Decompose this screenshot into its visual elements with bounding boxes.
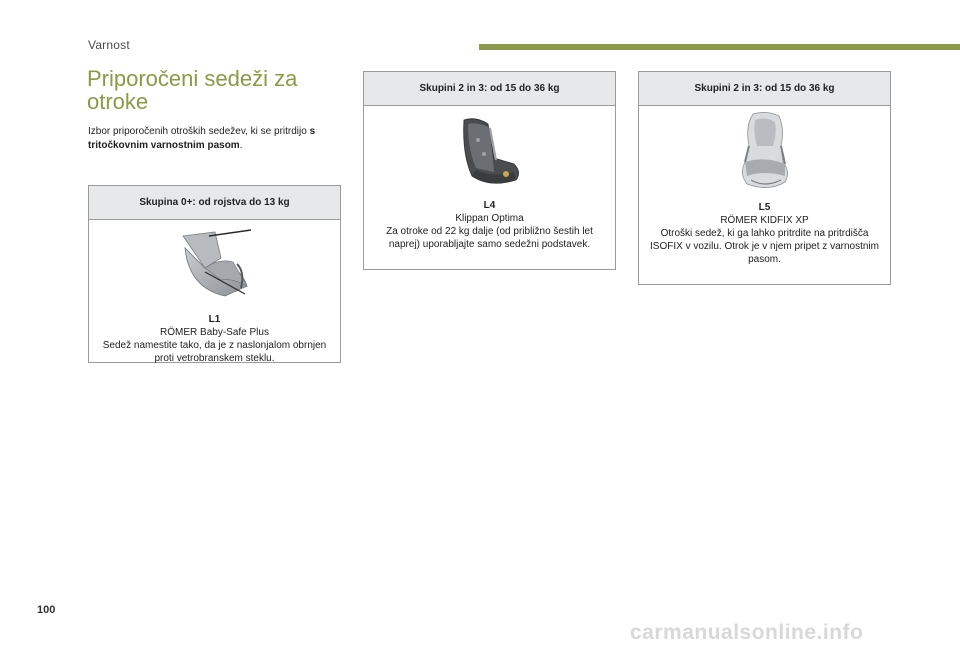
watermark: carmanualsonline.info: [630, 621, 864, 644]
intro-text: Izbor priporočenih otroških sedežev, ki se pritrdijo: [88, 126, 310, 137]
seat-description: Za otroke od 22 kg dalje (od približno šestih let naprej) uporabljajte samo sedežni podstavek.: [386, 226, 593, 250]
card-heading: Skupini 2 in 3: od 15 do 36 kg: [364, 72, 615, 106]
seat-code: L4: [483, 200, 496, 211]
seat-code: L1: [208, 314, 221, 325]
card-heading: Skupini 2 in 3: od 15 do 36 kg: [639, 72, 890, 106]
seat-code: L5: [758, 202, 771, 213]
child-seat-card-l4: [363, 71, 616, 270]
section-label: Varnost: [88, 38, 130, 52]
page-title: Priporočeni sedeži za otroke: [87, 66, 298, 114]
card-heading: Skupina 0+: od rojstva do 13 kg: [89, 186, 340, 220]
child-booster-seat-icon: [364, 114, 615, 189]
child-seat-card-l5: [638, 71, 891, 285]
seat-model: Klippan Optima: [455, 213, 524, 224]
card-text: [639, 201, 890, 266]
card-text: [89, 313, 340, 365]
intro-bold-text: s tritočkovnim varnostnim pasom: [88, 126, 316, 151]
seat-description: Otroški sedež, ki ga lahko pritrdite na pritrdišča ISOFIX v vozilu. Otrok je v njem pripet z varnostnim pasom.: [650, 228, 879, 265]
header-accent-bar: [479, 44, 960, 50]
intro-text-end: .: [239, 140, 243, 151]
highback-booster-seat-icon: [639, 110, 890, 194]
intro-paragraph: [88, 125, 343, 153]
child-seat-card-l1: [88, 185, 341, 363]
seat-model: RÖMER Baby-Safe Plus: [160, 327, 269, 338]
seat-description: Sedež namestite tako, da je z naslonjalom obrnjen proti vetrobranskem steklu.: [102, 340, 327, 364]
card-text: [364, 199, 615, 251]
seat-model: RÖMER KIDFIX XP: [720, 215, 809, 226]
page-number: 100: [37, 604, 56, 616]
rear-facing-infant-carrier-icon: [89, 228, 340, 301]
